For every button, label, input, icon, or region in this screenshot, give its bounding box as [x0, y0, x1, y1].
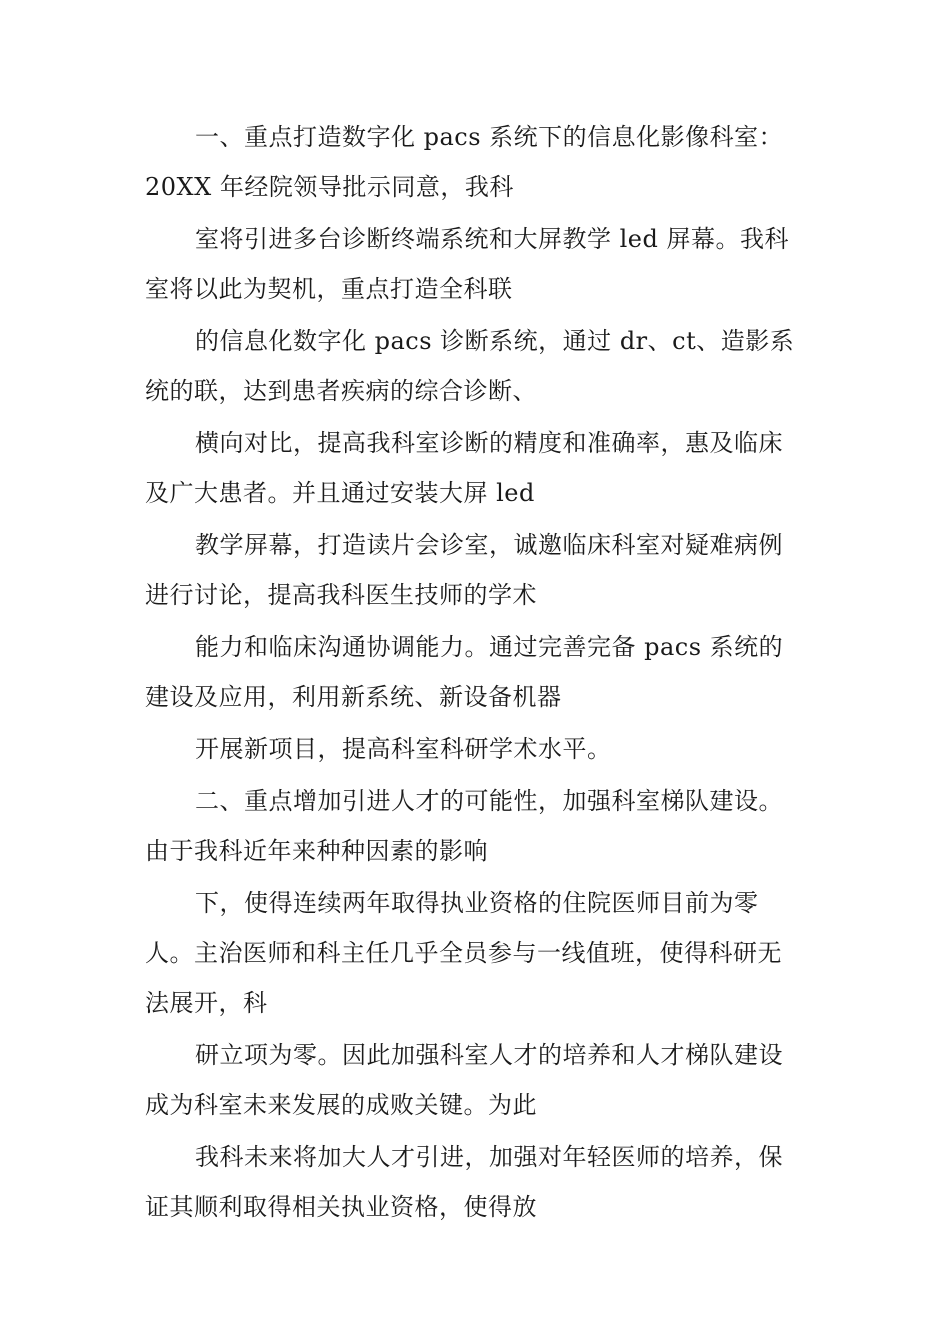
paragraph — [145, 724, 845, 774]
paragraph — [145, 214, 845, 314]
text-line: 由于我科近年来种种因素的影响 — [145, 837, 488, 865]
text-line: 20XX 年经院领导批示同意，我科 — [145, 173, 514, 201]
paragraph — [145, 418, 845, 518]
text-line: 教学屏幕，打造读片会诊室，诚邀临床科室对疑难病例 — [195, 531, 783, 559]
text-line: 一、重点打造数字化 pacs 系统下的信息化影像科室： — [195, 123, 784, 151]
text-line: 能力和临床沟通协调能力。通过完善完备 pacs 系统的 — [195, 633, 784, 661]
text-line: 下，使得连续两年取得执业资格的住院医师目前为零 — [195, 889, 759, 917]
paragraph — [145, 878, 845, 1028]
paragraph — [145, 316, 845, 416]
text-line: 室将引进多台诊断终端系统和大屏教学 led 屏幕。我科 — [195, 225, 789, 253]
text-line: 进行讨论，提高我科医生技师的学术 — [145, 581, 537, 609]
paragraph — [145, 1132, 845, 1232]
text-line: 的信息化数字化 pacs 诊断系统，通过 dr、ct、造影系 — [195, 327, 795, 355]
text-line: 成为科室未来发展的成败关键。为此 — [145, 1091, 537, 1119]
text-line: 及广大患者。并且通过安装大屏 led — [145, 479, 535, 507]
text-line: 研立项为零。因此加强科室人才的培养和人才梯队建设 — [195, 1041, 783, 1069]
text-line: 横向对比，提高我科室诊断的精度和准确率，惠及临床 — [195, 429, 783, 457]
text-line: 室将以此为契机，重点打造全科联 — [145, 275, 513, 303]
text-line: 人。主治医师和科主任几乎全员参与一线值班，使得科研无 — [145, 939, 782, 967]
text-line: 二、重点增加引进人才的可能性，加强科室梯队建设。 — [195, 787, 783, 815]
text-line: 建设及应用，利用新系统、新设备机器 — [145, 683, 562, 711]
paragraph — [145, 776, 845, 876]
text-line: 开展新项目，提高科室科研学术水平。 — [195, 735, 612, 763]
text-line: 法展开，科 — [145, 989, 268, 1017]
paragraph — [145, 622, 845, 722]
text-line: 统的联，达到患者疾病的综合诊断、 — [145, 377, 537, 405]
document-body — [145, 112, 845, 1234]
paragraph — [145, 520, 845, 620]
paragraph — [145, 1030, 845, 1130]
text-line: 证其顺利取得相关执业资格，使得放 — [145, 1193, 537, 1221]
paragraph — [145, 112, 845, 212]
text-line: 我科未来将加大人才引进，加强对年轻医师的培养，保 — [195, 1143, 783, 1171]
